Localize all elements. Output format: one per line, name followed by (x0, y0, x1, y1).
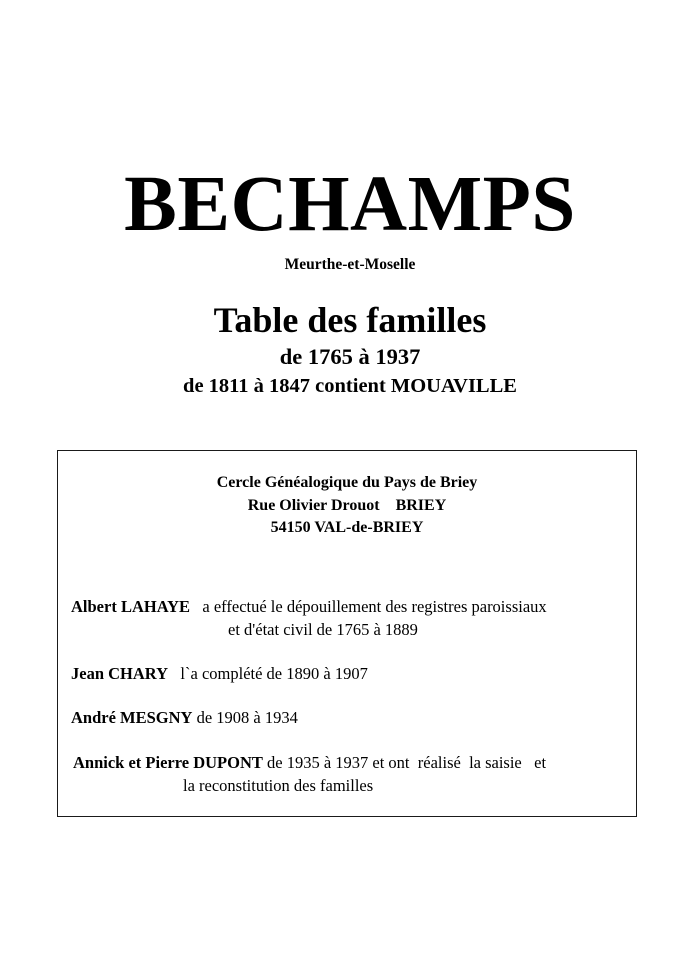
contributor-entry (71, 596, 628, 640)
organization-block (58, 472, 636, 540)
page-title: BECHAMPS (124, 161, 576, 248)
document-title-block (0, 300, 700, 399)
contributors-list (58, 596, 636, 796)
contributor-name: Annick et Pierre DUPONT (73, 752, 263, 772)
region-subtitle: Meurthe-et-Moselle (284, 255, 416, 273)
contributor-name: Jean CHARY (71, 664, 169, 684)
organization-city: 54150 VAL-de-BRIEY (270, 519, 424, 537)
contributor-text: a effectué le dépouillement des registres paroissiaux (190, 597, 547, 617)
organization-street: Rue Olivier Drouot BRIEY (247, 496, 447, 514)
contributor-text-continuation: et d'état civil de 1765 à 1889 (228, 620, 418, 640)
contributor-text: de 1935 à 1937 et ont réalisé la saisie et (262, 752, 547, 772)
organization-name: Cercle Généalogique du Pays de Briey (216, 474, 478, 491)
contributor-entry (71, 707, 628, 728)
masthead (0, 161, 700, 273)
contributor-entry (71, 663, 628, 684)
document-date-range: de 1765 à 1937 (279, 344, 421, 370)
document-title: Table des familles (213, 300, 487, 340)
credits-box (57, 450, 637, 817)
contributor-text: l`a complété de 1890 à 1907 (168, 664, 368, 684)
contributor-name: Albert LAHAYE (71, 597, 191, 617)
document-coverage-note: de 1811 à 1847 contient MOUAVILLE (183, 375, 517, 398)
contributor-name: André MESGNY (71, 708, 193, 728)
contributor-text: de 1908 à 1934 (192, 708, 298, 728)
contributor-entry (73, 752, 628, 796)
contributor-text-continuation: la reconstitution des familles (183, 775, 374, 795)
